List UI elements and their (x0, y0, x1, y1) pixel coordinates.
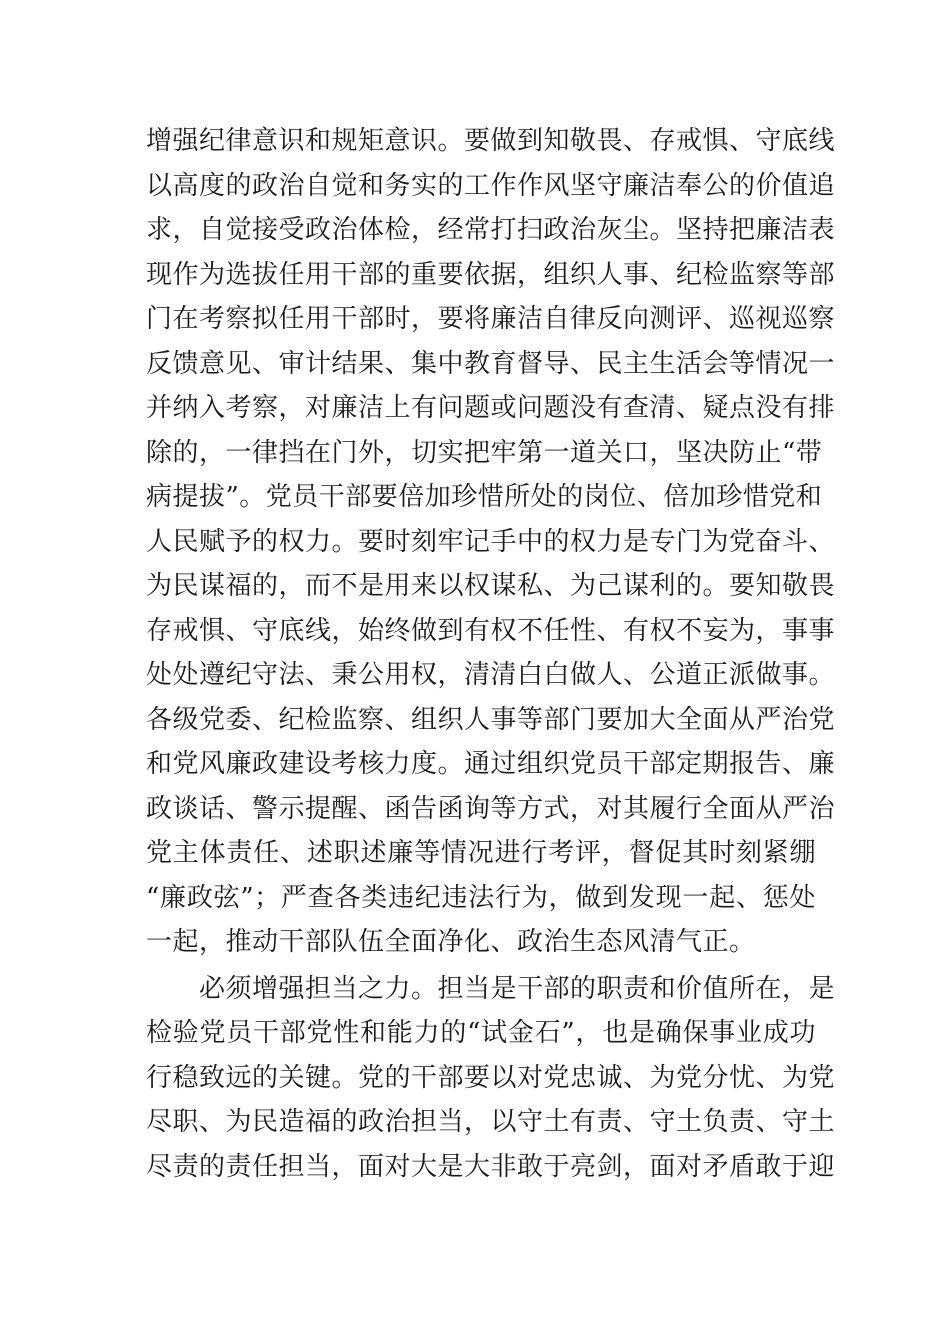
text-line: 尽责的责任担当，面对大是大非敢于亮剑，面对矛盾敢于迎 (146, 1151, 836, 1182)
text-line: 党主体责任、述职述廉等情况进行考评，督促其时刻紧绷 (146, 838, 816, 868)
text-line: “廉政弦”；严查各类违纪违法行为，做到发现一起、惩处 (146, 882, 816, 913)
text-line: 一起，推动干部队伍全面净化、政治生态风清气正。 (146, 927, 756, 957)
text-line: 求，自觉接受政治体检，经常打扫政治灰尘。坚持把廉洁表 (146, 215, 836, 245)
text-line: 除的，一律挡在门外，切实把牢第一道关口，坚决防止“带 (146, 437, 823, 468)
text-line: 门在考察拟任用干部时，要将廉洁自律反向测评、巡视巡察 (146, 304, 836, 334)
text-line: 并纳入考察，对廉洁上有问题或问题没有查清、疑点没有排 (146, 393, 836, 423)
paragraph-first-line: 必须增强担当之力。担当是干部的职责和价值所在，是 (146, 973, 836, 1004)
text-line: 存戒惧、守底线，始终做到有权不任性、有权不妄为，事事 (146, 615, 836, 646)
text-line: 人民赋予的权力。要时刻牢记手中的权力是专门为党奋斗、 (146, 526, 836, 557)
text-line: 处处遵纪守法、秉公用权，清清白白做人、公道正派做事。 (146, 660, 836, 690)
text-line: 尽职、为民造福的政治担当，以守土有责、守土负责、守土 (146, 1107, 836, 1137)
text-line: 行稳致远的关键。党的干部要以对党忠诚、为党分忧、为党 (146, 1062, 836, 1093)
text-line: 现作为选拔任用干部的重要依据，组织人事、纪检监察等部 (146, 259, 836, 290)
text-line: 反馈意见、审计结果、集中教育督导、民主生活会等情况一 (146, 348, 836, 379)
text-line: 增强纪律意识和规矩意识。要做到知敬畏、存戒惧、守底线 (146, 126, 836, 156)
text-line: 病提拔”。党员干部要倍加珍惜所处的岗位、倍加珍惜党和 (146, 482, 823, 512)
text-line: 各级党委、纪检监察、组织人事等部门要加大全面从严治党 (146, 704, 836, 735)
text-line: 为民谋福的，而不是用来以权谋私、为己谋利的。要知敬畏 (146, 571, 836, 601)
text-line: 以高度的政治自觉和务实的工作作风坚守廉洁奉公的价值追 (146, 170, 836, 201)
text-line: 政谈话、警示提醒、函告函询等方式，对其履行全面从严治 (146, 793, 836, 824)
text-line: 和党风廉政建设考核力度。通过组织党员干部定期报告、廉 (146, 749, 836, 779)
body-text (146, 119, 836, 1189)
text-line: 检验党员干部党性和能力的“试金石”，也是确保事业成功 (146, 1018, 816, 1048)
